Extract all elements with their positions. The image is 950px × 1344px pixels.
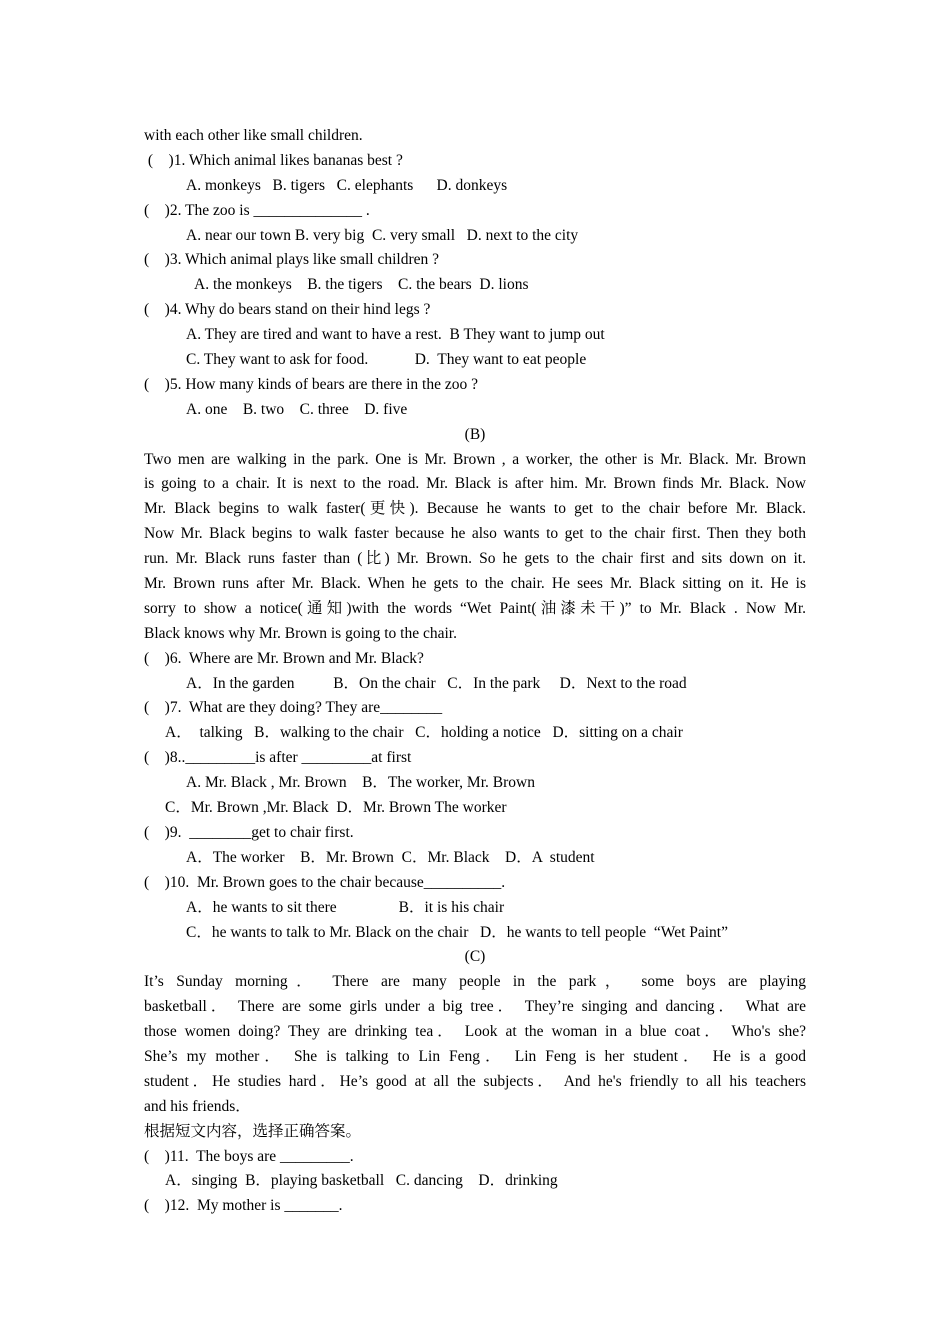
question-11-options: A．singing B．playing basketball C. dancing D．drinking: [165, 1172, 558, 1190]
passage-c: [144, 970, 806, 1119]
passage-b-line: Black knows why Mr. Brown is going to the chair.: [144, 624, 457, 642]
question-1: ( )1. Which animal likes bananas best ?: [144, 151, 403, 169]
question-10-options-ab: A．he wants to sit there B．it is his chair: [186, 898, 505, 916]
question-11: ( )11. The boys are _________.: [144, 1147, 354, 1165]
question-4-options-ab: A. They are tired and want to have a rest. B They want to jump out: [186, 326, 605, 344]
passage-c-line: basketball． There are some girls under a big tree． They’re singing and dancing． What are: [144, 998, 806, 1016]
question-5-options: A. one B. two C. three D. five: [186, 400, 408, 418]
passage-b-line: Mr. Black begins to walk faster(更快). Because he wants to get to the chair before Mr. Black.: [144, 500, 806, 518]
passage-c-line: and his friends．: [144, 1097, 251, 1115]
document-content: [144, 124, 806, 1219]
passage-b-line: sorry to show a notice(通知)with the words “Wet Paint(油漆未干)” to Mr. Black . Now Mr.: [144, 599, 806, 617]
question-7: ( )7. What are they doing? They are________: [144, 699, 443, 717]
question-9: ( )9. ________get to chair first.: [144, 823, 354, 841]
passage-b-line: Mr. Brown runs after Mr. Black. When he gets to the chair. He sees Mr. Black sitting on it. He is: [144, 575, 806, 593]
passage-b-line: is going to a chair. It is next to the road. Mr. Black is after him. Mr. Brown finds Mr. Black. Now: [144, 475, 806, 493]
question-4: ( )4. Why do bears stand on their hind legs ?: [144, 301, 431, 319]
passage-b-line: Two men are walking in the park. One is Mr. Brown , a worker, the other is Mr. Black. Mr. Brown: [144, 450, 806, 468]
question-3: ( )3. Which animal plays like small children ?: [144, 251, 439, 269]
question-2: ( )2. The zoo is ______________ .: [144, 201, 370, 219]
question-5: ( )5. How many kinds of bears are there in the zoo ?: [144, 375, 478, 393]
passage-c-line: those women doing? They are drinking tea． Look at the woman in a blue coat． Who's she?: [144, 1023, 806, 1041]
question-7-options: A． talking B．walking to the chair C．holding a notice D．sitting on a chair: [165, 724, 683, 742]
text-line: with each other like small children.: [144, 127, 363, 144]
question-2-options: A. near our town B. very big C. very small D. next to the city: [186, 226, 579, 244]
question-10-options-cd: C．he wants to talk to Mr. Black on the chair D．he wants to tell people “Wet Paint”: [186, 923, 728, 941]
question-10: ( )10. Mr. Brown goes to the chair because__________.: [144, 873, 506, 891]
passage-b-line: run. Mr. Black runs faster than (比) Mr. Brown. So he gets to the chair first and sits down on it.: [144, 550, 806, 568]
passage-c-line: student．He studies hard．He’s good at all the subjects． And he's friendly to all his teachers: [144, 1072, 806, 1090]
question-6-options: A．In the garden B．On the chair C．In the park D．Next to the road: [186, 674, 687, 692]
question-3-options: A. the monkeys B. the tigers C. the bears D. lions: [194, 276, 529, 294]
passage-b: [144, 448, 806, 647]
instruction: 根据短文内容，选择正确答案。: [144, 1122, 362, 1140]
passage-c-line: It’s Sunday morning． There are many people in the park， some boys are playing: [144, 973, 806, 991]
passage-b-line: Now Mr. Black begins to walk faster because he also wants to get to the chair first. Then they both: [144, 525, 806, 543]
question-4-options-cd: C. They want to ask for food. D. They want to eat people: [186, 351, 587, 369]
section-heading-c: (C): [464, 948, 486, 966]
question-8-options-ab: A. Mr. Black , Mr. Brown B．The worker, Mr. Brown: [186, 774, 535, 792]
question-9-options: A．The worker B．Mr. Brown C．Mr. Black D．A student: [186, 848, 595, 866]
question-12: ( )12. My mother is _______.: [144, 1197, 343, 1215]
question-1-options: A. monkeys B. tigers C. elephants D. donkeys: [186, 176, 508, 194]
question-6: ( )6. Where are Mr. Brown and Mr. Black?: [144, 649, 424, 667]
section-heading-b: (B): [464, 425, 486, 443]
passage-c-line: She’s my mother． She is talking to Lin Feng． Lin Feng is her student． He is a good: [144, 1047, 806, 1065]
question-8-options-cd: C．Mr. Brown ,Mr. Black D．Mr. Brown The worker: [165, 799, 507, 817]
question-8: ( )8.._________is after _________at first: [144, 749, 412, 767]
